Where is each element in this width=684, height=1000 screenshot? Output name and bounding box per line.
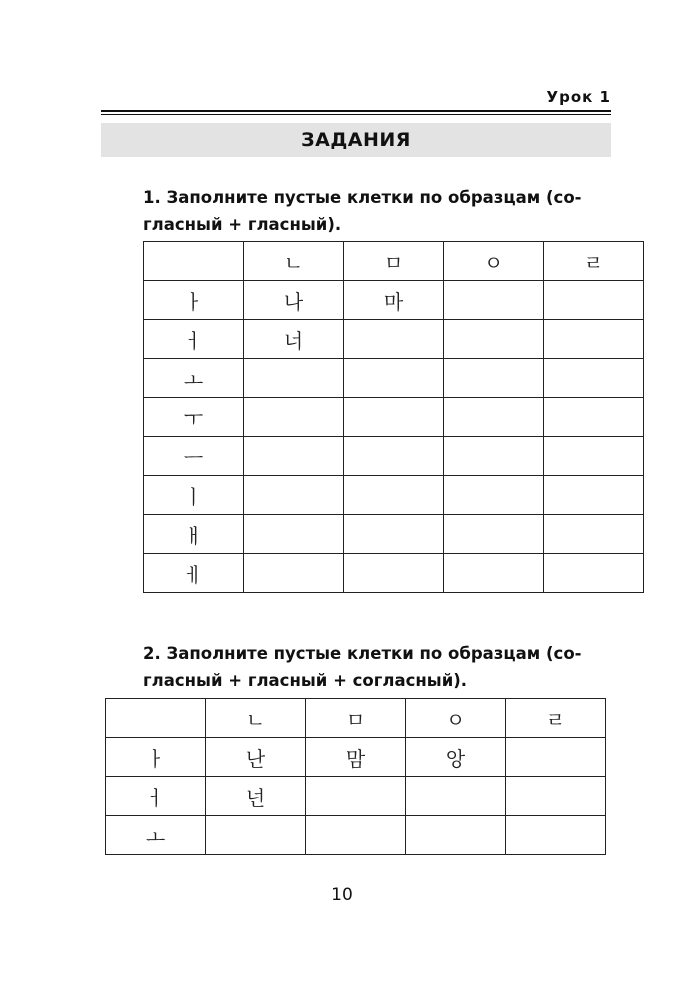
syllable-cell[interactable]: 난	[206, 738, 306, 777]
task-1-instruction	[143, 184, 613, 238]
table-row	[144, 398, 644, 437]
syllable-cell[interactable]	[544, 476, 644, 515]
vowel-header-cell: ㅗ	[144, 359, 244, 398]
header-rule-thick	[101, 110, 611, 112]
table-header-row	[144, 242, 644, 281]
syllable-cell[interactable]	[544, 437, 644, 476]
task-2-line-2: гласный + гласный + согласный).	[143, 671, 468, 690]
syllable-cell[interactable]: 앙	[406, 738, 506, 777]
syllable-cell[interactable]	[444, 398, 544, 437]
syllable-cell[interactable]	[444, 515, 544, 554]
syllable-cell[interactable]	[244, 437, 344, 476]
table-header-row	[106, 699, 606, 738]
syllable-cell[interactable]	[344, 554, 444, 593]
table-row	[144, 476, 644, 515]
vowel-header-cell: ㅣ	[144, 476, 244, 515]
syllable-cell[interactable]	[344, 320, 444, 359]
syllable-cell[interactable]	[544, 359, 644, 398]
vowel-header-cell: ㅓ	[144, 320, 244, 359]
table-row	[144, 437, 644, 476]
task-2-table	[105, 698, 606, 855]
syllable-cell[interactable]	[306, 816, 406, 855]
syllable-cell[interactable]	[344, 398, 444, 437]
page-number: 10	[331, 885, 353, 905]
task-2-instruction	[143, 640, 613, 694]
task-1-table	[143, 241, 644, 593]
consonant-header-cell: ㅁ	[344, 242, 444, 281]
syllable-cell[interactable]	[506, 738, 606, 777]
syllable-cell[interactable]	[444, 359, 544, 398]
vowel-header-cell: ㅗ	[106, 816, 206, 855]
vowel-header-cell: ㅓ	[106, 777, 206, 816]
syllable-cell[interactable]	[444, 554, 544, 593]
syllable-cell[interactable]	[244, 398, 344, 437]
syllable-cell[interactable]	[444, 281, 544, 320]
syllable-cell[interactable]	[444, 476, 544, 515]
syllable-cell[interactable]	[244, 359, 344, 398]
syllable-cell[interactable]	[506, 816, 606, 855]
vowel-header-cell: ㅜ	[144, 398, 244, 437]
table-row	[106, 816, 606, 855]
syllable-cell[interactable]: 마	[344, 281, 444, 320]
vowel-header-cell: ㅏ	[144, 281, 244, 320]
syllable-cell[interactable]	[406, 816, 506, 855]
consonant-header-cell: ㄹ	[544, 242, 644, 281]
syllable-cell[interactable]	[244, 515, 344, 554]
syllable-cell[interactable]: 너	[244, 320, 344, 359]
table-row	[144, 359, 644, 398]
corner-cell	[144, 242, 244, 281]
syllable-cell[interactable]	[244, 554, 344, 593]
consonant-header-cell: ㄴ	[206, 699, 306, 738]
task-1-line-1: 1. Заполните пустые клетки по образцам (со-	[143, 188, 582, 207]
syllable-cell[interactable]	[444, 437, 544, 476]
syllable-cell[interactable]	[544, 398, 644, 437]
syllable-cell[interactable]	[506, 777, 606, 816]
syllable-cell[interactable]: 맘	[306, 738, 406, 777]
consonant-header-cell: ㄹ	[506, 699, 606, 738]
table-row	[106, 738, 606, 777]
table-row	[144, 320, 644, 359]
syllable-cell[interactable]	[344, 515, 444, 554]
consonant-header-cell: ㄴ	[244, 242, 344, 281]
syllable-cell[interactable]	[544, 320, 644, 359]
syllable-cell[interactable]	[244, 476, 344, 515]
consonant-header-cell: ㅁ	[306, 699, 406, 738]
syllable-cell[interactable]	[344, 476, 444, 515]
syllable-cell[interactable]	[344, 359, 444, 398]
task-1-line-2: гласный + гласный).	[143, 215, 342, 234]
syllable-cell[interactable]	[306, 777, 406, 816]
vowel-header-cell: ㅡ	[144, 437, 244, 476]
vowel-header-cell: ㅏ	[106, 738, 206, 777]
vowel-header-cell: ㅐ	[144, 515, 244, 554]
syllable-cell[interactable]	[444, 320, 544, 359]
section-title: ЗАДАНИЯ	[301, 129, 411, 151]
consonant-header-cell: ㅇ	[406, 699, 506, 738]
table-row	[106, 777, 606, 816]
syllable-cell[interactable]	[206, 816, 306, 855]
table-row	[144, 515, 644, 554]
syllable-cell[interactable]	[406, 777, 506, 816]
table-row	[144, 281, 644, 320]
syllable-cell[interactable]: 넌	[206, 777, 306, 816]
table-row	[144, 554, 644, 593]
syllable-cell[interactable]	[544, 515, 644, 554]
section-band	[101, 123, 611, 157]
syllable-cell[interactable]	[544, 554, 644, 593]
consonant-header-cell: ㅇ	[444, 242, 544, 281]
header-rule-thin	[101, 114, 611, 115]
syllable-cell[interactable]: 나	[244, 281, 344, 320]
corner-cell	[106, 699, 206, 738]
lesson-header: Урок 1	[546, 88, 611, 106]
task-2-line-1: 2. Заполните пустые клетки по образцам (со-	[143, 644, 582, 663]
syllable-cell[interactable]	[544, 281, 644, 320]
syllable-cell[interactable]	[344, 437, 444, 476]
vowel-header-cell: ㅔ	[144, 554, 244, 593]
